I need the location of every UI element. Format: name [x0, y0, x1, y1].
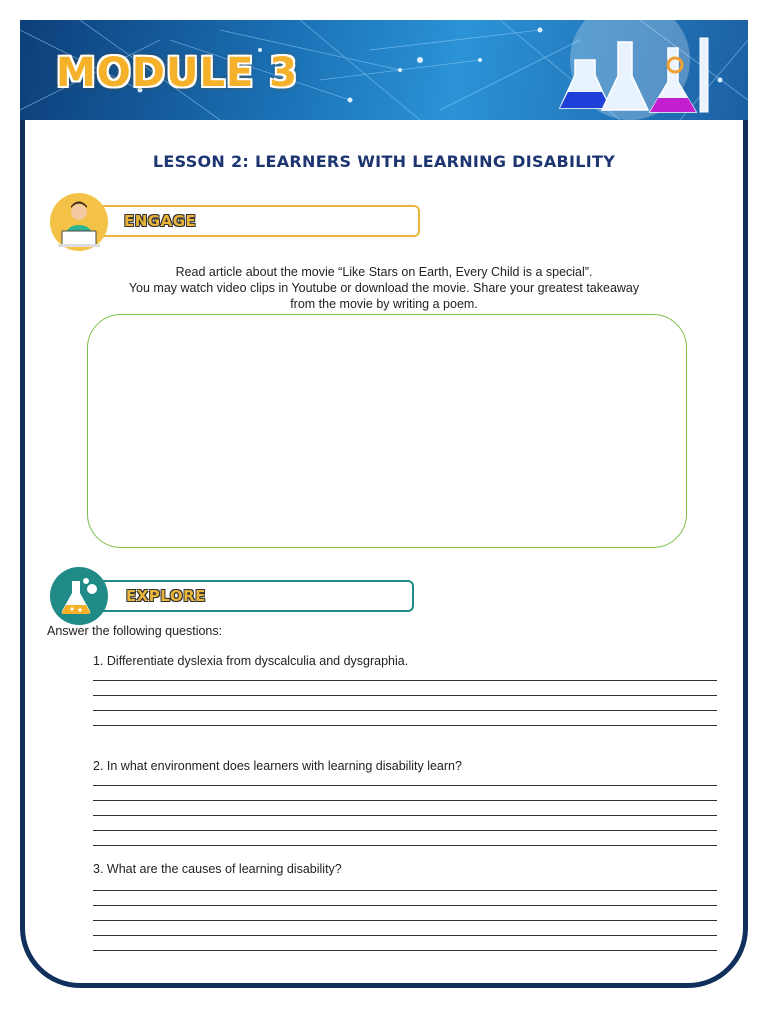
instruction-line: from the movie by writing a poem.: [290, 297, 478, 311]
lab-glassware-icon: [560, 20, 708, 120]
module-banner: [20, 20, 748, 120]
teacher-at-laptop-icon: [50, 193, 108, 251]
instruction-line: You may watch video clips in Youtube or download the movie. Share your greatest takeaway: [128, 281, 640, 295]
answer-line[interactable]: [93, 695, 717, 696]
engage-header: [80, 205, 420, 237]
answer-line[interactable]: [93, 950, 717, 951]
question-1: 1. Differentiate dyslexia from dyscalculia and dysgraphia.: [93, 654, 409, 668]
explore-label: EXPLORE: [126, 587, 206, 605]
answer-line[interactable]: [93, 920, 717, 921]
answer-line[interactable]: [93, 905, 717, 906]
instruction-line: Read article about the movie “Like Stars on Earth, Every Child is a special”.: [175, 265, 593, 279]
engage-label: ENGAGE: [124, 212, 197, 230]
answer-line[interactable]: [93, 725, 717, 726]
lesson-title: LESSON 2: LEARNERS WITH LEARNING DISABILITY: [152, 152, 616, 171]
question-2: 2. In what environment does learners with learning disability learn?: [93, 759, 462, 773]
explore-header: [82, 580, 414, 612]
question-3: 3. What are the causes of learning disability?: [93, 862, 342, 876]
answer-line[interactable]: [93, 710, 717, 711]
answer-line[interactable]: [93, 800, 717, 801]
answer-line[interactable]: [93, 845, 717, 846]
module-title: MODULE 3: [56, 50, 299, 96]
flask-icon: [50, 567, 108, 625]
answer-line[interactable]: [93, 680, 717, 681]
explore-prompt: Answer the following questions:: [47, 624, 223, 638]
answer-line[interactable]: [93, 890, 717, 891]
answer-line[interactable]: [93, 785, 717, 786]
answer-line[interactable]: [93, 815, 717, 816]
engage-instructions: [60, 264, 708, 312]
answer-line[interactable]: [93, 935, 717, 936]
answer-line[interactable]: [93, 830, 717, 831]
poem-answer-box[interactable]: [87, 314, 687, 548]
